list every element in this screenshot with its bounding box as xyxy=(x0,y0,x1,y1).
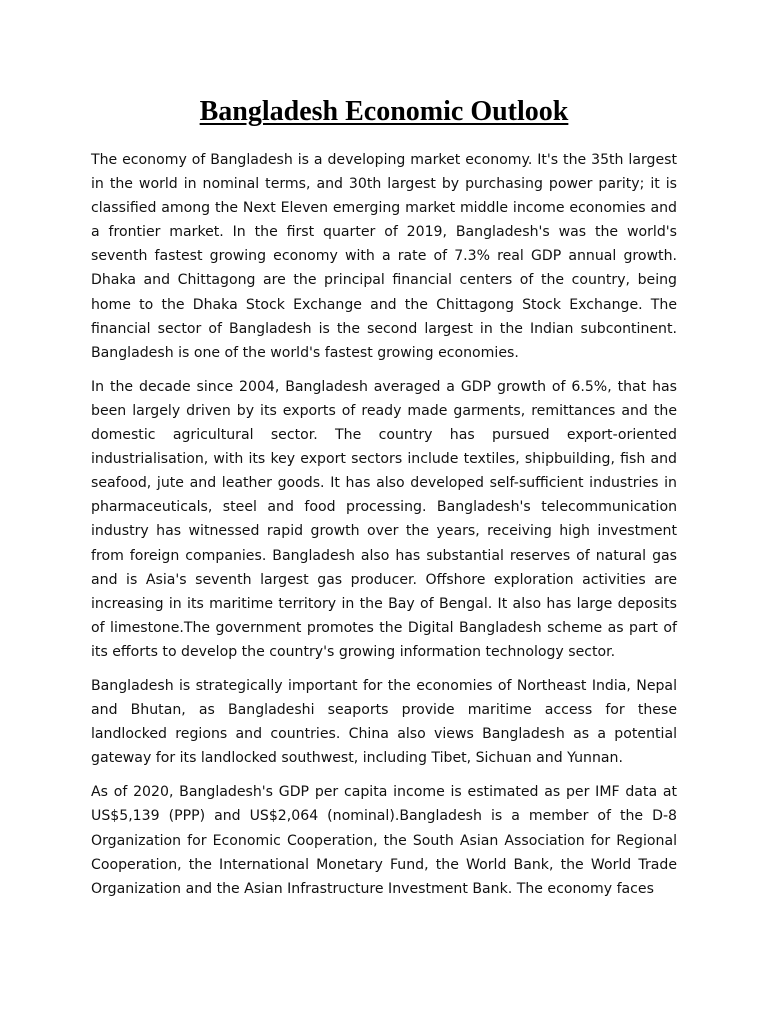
paragraph-1: The economy of Bangladesh is a developing market economy. It's the 35th largest in the world in nominal terms, and 30th largest by purchasing power parity; it is classified among the Next Eleven emerging market middle income economies and a frontier market. In the first quarter of 2019, Bangladesh's was the world's seventh fastest growing economy with a rate of 7.3% real GDP annual growth. Dhaka and Chittagong are the principal financial centers of the country, being home to the Dhaka Stock Exchange and the Chittagong Stock Exchange. The financial sector of Bangladesh is the second largest in the Indian subcontinent. Bangladesh is one of the world's fastest growing economies. xyxy=(91,152,677,361)
document-title xyxy=(0,94,768,130)
document-body xyxy=(91,148,677,911)
paragraph-4: As of 2020, Bangladesh's GDP per capita income is estimated as per IMF data at US$5,139 (PPP) and US$2,064 (nominal).Bangladesh is a member of the D-8 Organization for Economic Cooperation, the South Asian Association for Regional Cooperation, the International Monetary Fund, the World Bank, the World Trade Organization and the Asian Infrastructure Investment Bank. The economy faces xyxy=(91,784,677,897)
paragraph-2: In the decade since 2004, Bangladesh averaged a GDP growth of 6.5%, that has been largely driven by its exports of ready made garments, remittances and the domestic agricultural sector. The country has pursued export-oriented industrialisation, with its key export sectors include textiles, shipbuilding, fish and seafood, jute and leather goods. It has also developed self-sufficient industries in pharmaceuticals, steel and food processing. Bangladesh's telecommunication industry has witnessed rapid growth over the years, receiving high investment from foreign companies. Bangladesh also has substantial reserves of natural gas and is Asia's seventh largest gas producer. Offshore exploration activities are increasing in its maritime territory in the Bay of Bengal. It also has large deposits of limestone.The government promotes the Digital Bangladesh scheme as part of its efforts to develop the country's growing information technology sector. xyxy=(91,378,677,660)
paragraph-3: Bangladesh is strategically important for the economies of Northeast India, Nepal and Bhutan, as Bangladeshi seaports provide maritime access for these landlocked regions and countries. China also views Bangladesh as a potential gateway for its landlocked southwest, including Tibet, Sichuan and Yunnan. xyxy=(91,677,677,767)
document-title-text: Bangladesh Economic Outlook xyxy=(199,96,569,127)
